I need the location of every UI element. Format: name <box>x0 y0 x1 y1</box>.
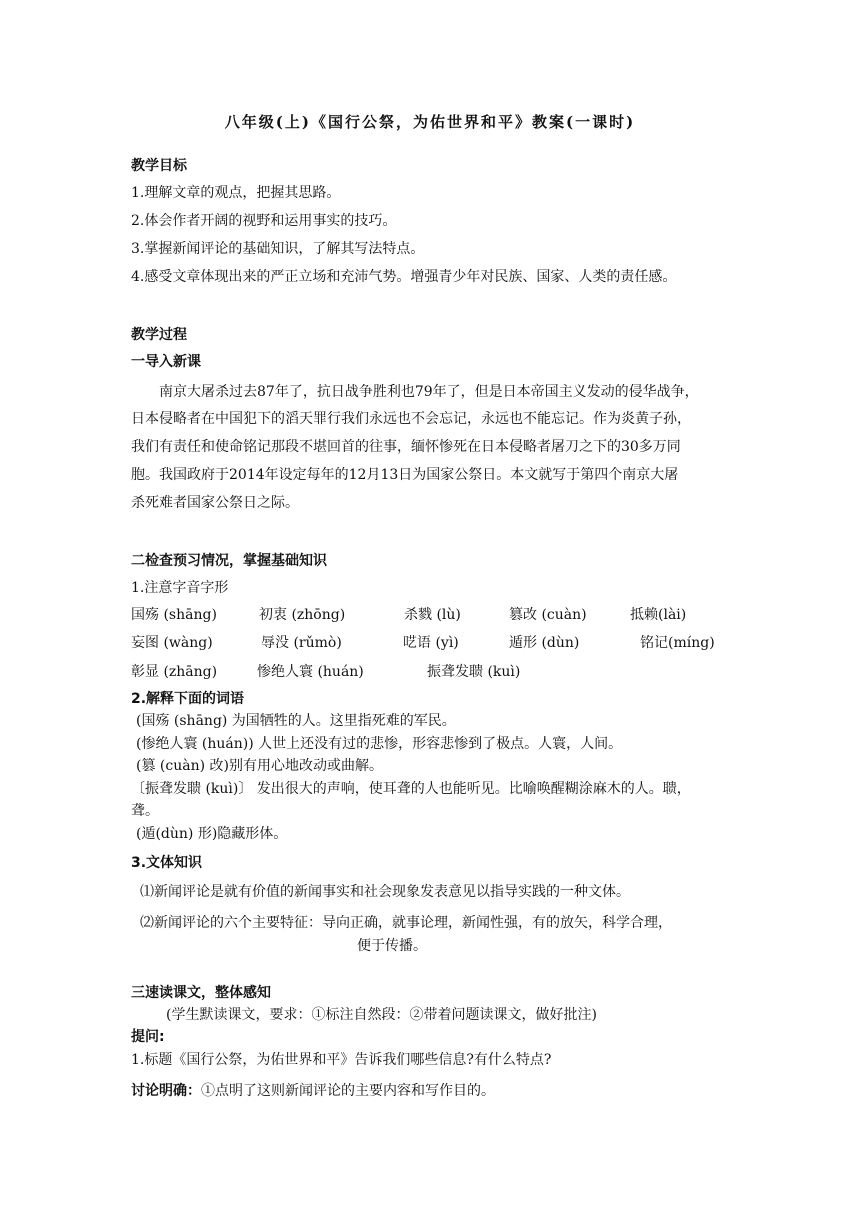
section1-heading: 一导入新课 <box>131 354 201 370</box>
answer-text: ①点明了这则新闻评论的主要内容和写作目的。 <box>201 1083 495 1099</box>
vocab-item: 妄图 (wàng) <box>131 635 213 651</box>
answer-label: 讨论明确： <box>131 1083 201 1099</box>
intro-line: 日本侵略者在中国犯下的滔天罪行我们永远也不会忘记，永远也不能忘记。作为炎黄子孙， <box>131 411 691 427</box>
process-heading: 教学过程 <box>131 327 187 343</box>
explain-line: 〔振聋发聩 (kuì)〕 发出很大的声响，使耳聋的人也能听见。比喻唤醒糊涂麻木的人。聩， <box>131 781 691 797</box>
explain-line: 聋。 <box>131 803 159 819</box>
question-text: 1.标题《国行公祭，为佑世界和平》告诉我们哪些信息?有什么特点? <box>131 1052 552 1068</box>
vocab-item: 篡改 (cuàn) <box>509 607 587 623</box>
goals-heading: 教学目标 <box>131 158 187 174</box>
section3-heading: 三速读课文，整体感知 <box>131 985 271 1001</box>
vocab-item: 辱没 (rǔmò) <box>261 635 342 651</box>
vocab-item: 铭记(míng) <box>640 635 715 651</box>
genre-subheading: 3.文体知识 <box>131 855 203 871</box>
question-label: 提问: <box>131 1029 165 1045</box>
vocab-item: 初衷 (zhōng) <box>259 607 346 623</box>
explain-line: (惨绝人寰 (huán)) 人世上还没有过的悲惨，形容悲惨到了极点。人寰，人间。 <box>136 736 623 752</box>
vocab-item: 呓语 (yì) <box>403 635 459 651</box>
intro-line: 杀死难者国家公祭日之际。 <box>131 495 299 511</box>
intro-line: 我们有责任和使命铭记那段不堪回首的往事，缅怀惨死在日本侵略者屠刀之下的30多万同 <box>131 439 681 455</box>
vocab-item: 遁形 (dùn) <box>509 635 580 651</box>
section2-heading: 二检查预习情况，掌握基础知识 <box>131 553 327 569</box>
pronunciation-subheading: 1.注意字音字形 <box>131 580 229 596</box>
goal-item: 2.体会作者开阔的视野和运用事实的技巧。 <box>131 213 397 229</box>
vocab-item: 振聋发聩 (kuì) <box>427 664 521 680</box>
goal-item: 4.感受文章体现出来的严正立场和充沛气势。增强青少年对民族、国家、人类的责任感。 <box>131 269 677 285</box>
explain-line: (篡 (cuàn) 改)别有用心地改动或曲解。 <box>136 758 383 774</box>
vocab-item: 杀戮 (lù) <box>404 607 461 623</box>
explain-line: (遁(dùn) 形)隐藏形体。 <box>136 826 288 842</box>
intro-line: 南京大屠杀过去87年了，抗日战争胜利也79年了，但是日本帝国主义发动的侵华战争， <box>159 384 699 400</box>
vocab-item: 惨绝人寰 (huán) <box>257 664 364 680</box>
vocab-item: 彰显 (zhāng) <box>131 664 218 680</box>
reading-note: (学生默读课文，要求：①标注自然段：②带着问题读课文，做好批注) <box>166 1007 597 1023</box>
answer-line <box>131 1081 495 1101</box>
document-title: 八年级(上)《国行公祭，为佑世界和平》教案(一课时) <box>224 113 636 131</box>
goal-item: 1.理解文章的观点，把握其思路。 <box>131 185 341 201</box>
explain-line: (国殇 (shāng) 为国牺牲的人。这里指死难的军民。 <box>136 713 456 729</box>
intro-line: 胞。我国政府于2014年设定每年的12月13日为国家公祭日。本文就写于第四个南京大屠 <box>131 467 679 483</box>
goal-item: 3.掌握新闻评论的基础知识，了解其写法特点。 <box>131 241 425 257</box>
vocab-item: 抵赖(lài) <box>630 607 687 623</box>
genre-line: 便于传播。 <box>357 938 427 954</box>
vocab-item: 国殇 (shāng) <box>131 607 217 623</box>
explain-subheading: 2.解释下面的词语 <box>131 691 245 707</box>
genre-line: ⑴新闻评论是就有价值的新闻事实和社会现象发表意见以指导实践的一种文体。 <box>140 884 630 900</box>
genre-line: ⑵新闻评论的六个主要特征：导向正确，就事论理，新闻性强，有的放矢，科学合理， <box>140 915 672 931</box>
